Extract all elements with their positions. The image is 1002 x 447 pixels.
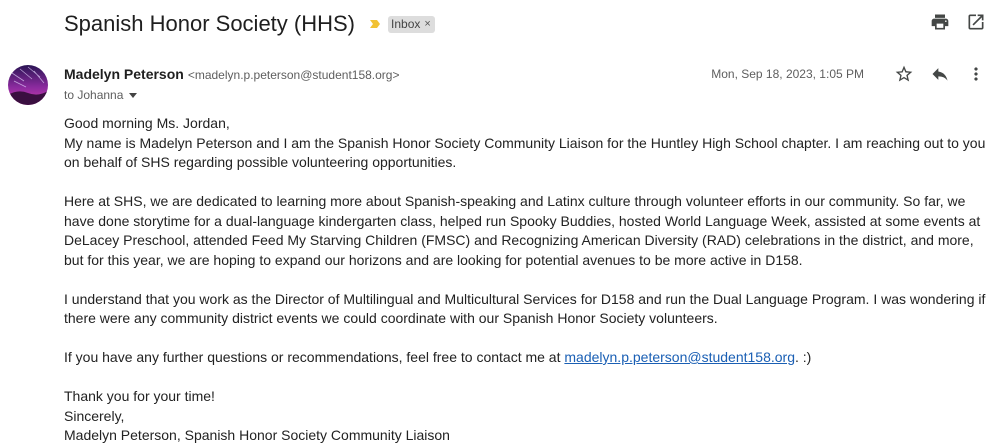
subject-row [64,10,986,38]
body-paragraph-2: Here at SHS, we are dedicated to learning more about Spanish-speaking and Latinx culture through volunteer efforts in our community. So far, we have done storytime for a dual-language kindergarten class, helped run Spooky Buddies, hosted World Language Week, assisted at some events at DeLacey Preschool, attended Feed My Starving Children (FMSC) and Recognizing American Diversity (RAD) celebrations in the district, and more, but for this year, we are hoping to expand our horizons and are looking for potential avenues to be more active in D158. [64,193,981,268]
inbox-label-chip [388,16,435,33]
recipient-text: to Johanna [64,88,124,102]
sender-email: <madelyn.p.peterson@student158.org> [187,68,400,82]
sender-line [64,66,400,82]
contact-suffix: . :) [794,349,812,365]
body-paragraph-4 [64,348,992,368]
reply-icon[interactable] [930,64,950,84]
signoff-line: Sincerely, [64,407,125,424]
body-paragraph-1: My name is Madelyn Peterson and I am the Spanish Honor Society Community Liaison for the Huntley High School chapter. I am reaching out to you on behalf of SHS regarding possible volunteering opportunities. [64,134,986,170]
contact-text: If you have any further questions or recommendations, feel free to contact me at [64,349,565,365]
open-new-window-icon[interactable] [966,12,986,32]
inbox-label-text: Inbox [391,16,421,31]
message-body [64,114,992,446]
sender-avatar[interactable] [8,65,48,105]
star-icon[interactable] [894,64,914,84]
recipient-line[interactable] [64,88,137,102]
more-vert-icon[interactable] [966,64,986,84]
email-subject: Spanish Honor Society (HHS) [64,11,356,36]
remove-label-button[interactable]: × [424,17,431,30]
sender-name[interactable]: Madelyn Peterson [64,66,184,82]
greeting: Good morning Ms. Jordan, [64,115,230,131]
body-paragraph-3: I understand that you work as the Director of Multilingual and Multicultural Services for D158 and run the Dual Language Program. I was wondering if there were any community district events we could coordinate with our Spanish Honor Society volunteers. [64,290,986,326]
recipient-details-chevron-icon[interactable] [129,93,137,98]
signature-line: Madelyn Peterson, Spanish Honor Society Community Liaison [64,427,450,443]
print-icon[interactable] [930,12,950,32]
message-date: Mon, Sep 18, 2023, 1:05 PM [711,67,864,81]
thanks-line: Thank you for your time! [64,388,215,404]
thread-actions [930,12,986,32]
contact-email-link[interactable]: madelyn.p.peterson@student158.org [564,349,795,365]
importance-marker-icon[interactable] [369,18,381,30]
message-meta [711,64,986,84]
